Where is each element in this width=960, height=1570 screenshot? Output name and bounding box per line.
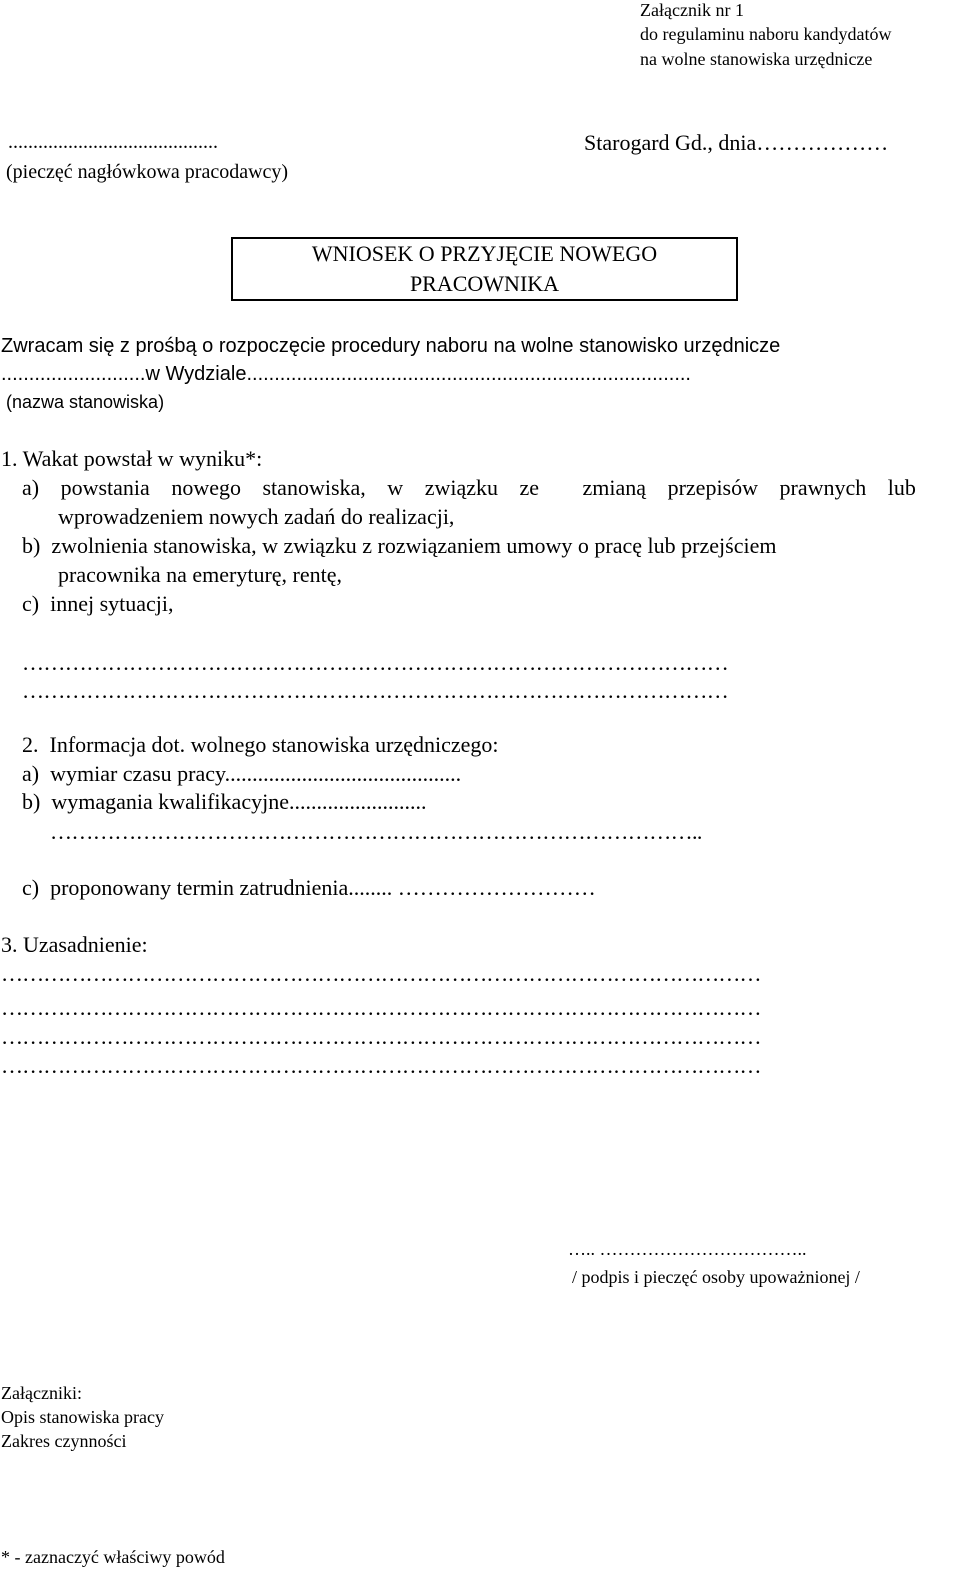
option-a-word: lub [887, 475, 916, 500]
section2-item-a: a) wymiar czasu pracy........................................... [22, 761, 462, 786]
department-dots: ................................................................................ [246, 363, 691, 385]
option-a-word: powstania [60, 475, 150, 500]
section2-heading: 2. Informacja dot. wolnego stanowiska urzędniczego: [22, 732, 499, 757]
attachment-item: Zakres czynności [1, 1431, 127, 1451]
option-a-word: przepisów [667, 475, 759, 500]
footnote: * - zaznaczyć właściwy powód [1, 1547, 225, 1567]
option-a-word: związku [424, 475, 498, 500]
request-text: Zwracam się z prośbą o rozpoczęcie procedury naboru na wolne stanowisko urzędnicze [1, 335, 781, 357]
place-date: Starogard Gd., dnia……………… [584, 130, 889, 155]
stamp-caption: (pieczęć nagłówkowa pracodawcy) [6, 161, 289, 183]
attachment-item: Opis stanowiska pracy [1, 1407, 164, 1427]
signature-dots: ….. …………………………….. [568, 1239, 807, 1259]
option-a-word: prawnych [779, 475, 867, 500]
annex-reference: do regulaminu naboru kandydatów [640, 24, 892, 44]
document-title-box [231, 237, 738, 301]
option-a-word: zmianą [582, 475, 647, 500]
section1-blank-line: ……………………………………………………………………………………… [22, 650, 729, 675]
stamp-dots: .......................................... [8, 131, 218, 153]
option-a-word: nowego [171, 475, 241, 500]
document-title-line2: PRACOWNIKA [409, 271, 560, 296]
position-caption: (nazwa stanowiska) [6, 392, 165, 412]
section1-option-b-line1: b) zwolnienia stanowiska, w związku z rozwiązaniem umowy o pracę lub przejściem [22, 533, 777, 558]
section1-option-a-line1 [22, 477, 916, 499]
annex-reference-cont: na wolne stanowiska urzędnicze [640, 49, 873, 69]
position-line [1, 364, 691, 384]
section1-option-c: c) innej sytuacji, [22, 591, 174, 616]
option-a-marker: a) [22, 475, 40, 500]
justification-line: ……………………………………………………………………………………………… [1, 995, 761, 1020]
attachments-heading: Załączniki: [1, 1383, 82, 1403]
section1-heading: 1. Wakat powstał w wyniku*: [1, 446, 263, 471]
annex-number: Załącznik nr 1 [640, 0, 744, 20]
option-a-word: ze [519, 475, 540, 500]
section1-blank-line: ……………………………………………………………………………………… [22, 678, 729, 703]
section1-option-a-line2: wprowadzeniem nowych zadań do realizacji, [58, 504, 455, 529]
position-name-dots: .......................... [1, 363, 146, 385]
section2-blank-line: ……………………………………………………………………………….. [50, 819, 702, 844]
justification-line: ……………………………………………………………………………………………… [1, 961, 761, 986]
option-a-word: w [387, 475, 404, 500]
justification-line: ……………………………………………………………………………………………… [1, 1053, 761, 1078]
section2-item-c: c) proponowany termin zatrudnienia........ ……………………… [22, 875, 596, 900]
signature-caption: / podpis i pieczęć osoby upoważnionej / [572, 1267, 860, 1287]
option-a-word: stanowiska, [262, 475, 366, 500]
section1-option-b-line2: pracownika na emeryturę, rentę, [58, 562, 343, 587]
department-label: w Wydziale [145, 363, 247, 385]
document-title-line1: WNIOSEK O PRZYJĘCIE NOWEGO [311, 241, 658, 266]
section3-heading: 3. Uzasadnienie: [1, 932, 148, 957]
justification-line: ……………………………………………………………………………………………… [1, 1024, 761, 1049]
section2-item-b: b) wymagania kwalifikacyjne......................... [22, 789, 427, 814]
